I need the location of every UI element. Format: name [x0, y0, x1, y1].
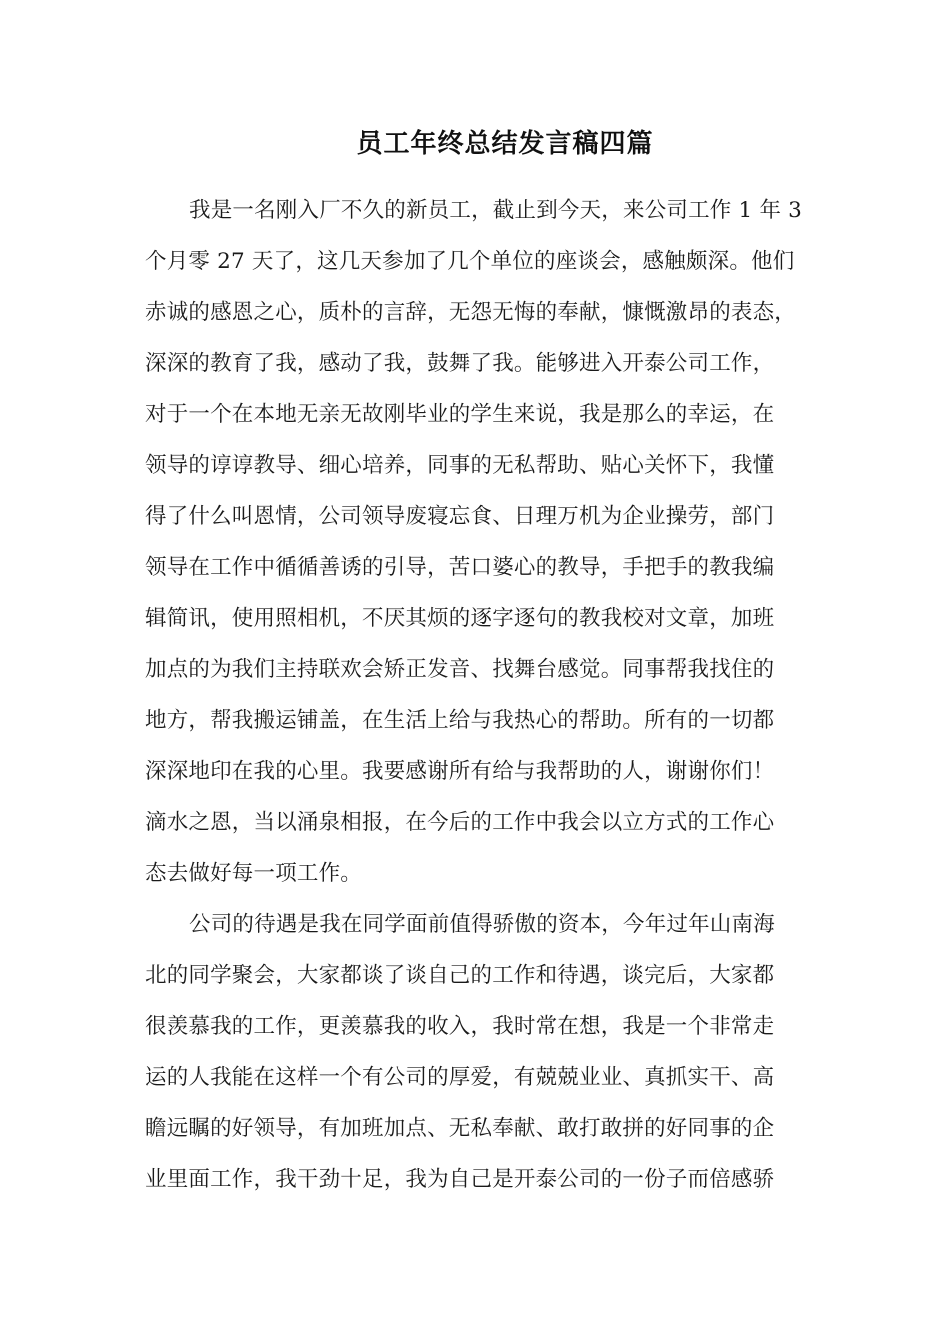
document-title: 员工年终总结发言稿四篇	[356, 129, 654, 159]
text-line: 地方，帮我搬运铺盖，在生活上给与我热心的帮助。所有的一切都	[145, 708, 775, 733]
text-line: 瞻远瞩的好领导，有加班加点、无私奉献、敢打敢拼的好同事的企	[145, 1116, 775, 1141]
text-line: 态去做好每一项工作。	[145, 861, 363, 886]
text-line: 深深地印在我的心里。我要感谢所有给与我帮助的人，谢谢你们！	[145, 759, 775, 784]
text-line: 深深的教育了我，感动了我，鼓舞了我。能够进入开泰公司工作，	[145, 351, 775, 376]
text-line: 我是一名刚入厂不久的新员工，截止到今天，来公司工作 1 年 3	[189, 198, 803, 223]
text-line: 辑简讯，使用照相机，不厌其烦的逐字逐句的教我校对文章，加班	[145, 606, 775, 631]
text-line: 个月零 27 天了，这几天参加了几个单位的座谈会，感触颇深。他们	[145, 249, 795, 274]
text-line: 领导在工作中循循善诱的引导，苦口婆心的教导，手把手的教我编	[145, 555, 775, 580]
text-line: 业里面工作，我干劲十足，我为自己是开泰公司的一份子而倍感骄	[145, 1167, 775, 1192]
text-line: 得了什么叫恩情，公司领导废寝忘食、日理万机为企业操劳，部门	[145, 504, 775, 529]
text-line: 运的人我能在这样一个有公司的厚爱，有兢兢业业、真抓实干、高	[145, 1065, 775, 1090]
text-line: 对于一个在本地无亲无故刚毕业的学生来说，我是那么的幸运，在	[145, 402, 775, 427]
text-line: 加点的为我们主持联欢会矫正发音、找舞台感觉。同事帮我找住的	[145, 657, 775, 682]
text-line: 很羡慕我的工作，更羡慕我的收入，我时常在想，我是一个非常走	[145, 1014, 775, 1039]
text-line: 赤诚的感恩之心，质朴的言辞，无怨无悔的奉献，慷慨激昂的表态，	[145, 300, 797, 325]
text-line: 滴水之恩，当以涌泉相报，在今后的工作中我会以立方式的工作心	[145, 810, 775, 835]
text-line: 北的同学聚会，大家都谈了谈自己的工作和待遇，谈完后，大家都	[145, 963, 775, 988]
text-line: 公司的待遇是我在同学面前值得骄傲的资本，今年过年山南海	[189, 912, 775, 937]
text-line: 领导的谆谆教导、细心培养，同事的无私帮助、贴心关怀下，我懂	[145, 453, 775, 478]
